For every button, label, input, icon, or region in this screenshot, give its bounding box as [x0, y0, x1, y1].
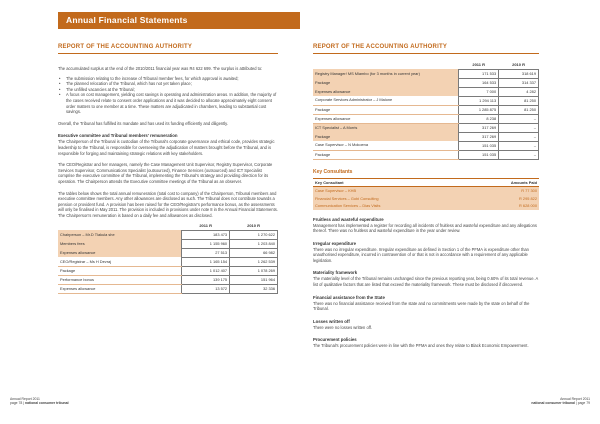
table-row: [313, 96, 539, 105]
table-row: [313, 132, 539, 141]
section-text: The Tribunal's procurement policies were in line with the PFMA and ones they relate to Black Economic Empowerment.: [313, 343, 529, 349]
row-value: 317 269: [459, 132, 499, 141]
remuneration-paragraph: The tables below shows the total annual remuneration (total cost to company) of the Chairperson, Tribunal members and executive committee members. Any other allowances are disclosed as such. The Tribunal does not contribute towards a pension or provident fund. A provision has been raised for the CEO/Registrar's performance bonus, as the assessments will only be finalised in May 2011. The provision is included in provisions under note 8 in the Annual Financial Statements. The Chairperson's remuneration is based on a daily fee and allowances as disclosed.: [58, 190, 278, 218]
section-text: There was no irregular expenditure. Irregular expenditure as defined in Section 1 of the PFMA is expenditure other than unauthorised expenditure, incurred in contravention of or that is not in accordance with a requirement of any applicable legislation.: [313, 246, 529, 263]
row-value: 13 572: [182, 284, 230, 293]
section-text: There were no losses written off.: [313, 324, 373, 330]
footer-report-name: Annual Report 2011: [10, 397, 40, 401]
table-row: [58, 266, 278, 275]
table-row: [313, 141, 539, 150]
row-value: 1 262 539: [230, 257, 278, 266]
row-value: 1 270 622: [230, 230, 278, 239]
row-value: 151 035: [459, 150, 499, 159]
key-consultant-name: Case Supervisor – KHB: [313, 187, 471, 195]
row-value: 1 078 269: [230, 266, 278, 275]
footer-report-name: Annual Report 2011: [560, 397, 590, 401]
row-label: Corporate Services Administrator – J Malone: [313, 96, 459, 105]
table-row: [313, 105, 539, 114]
key-header-name: Key Consultant: [313, 178, 471, 187]
table-row: [58, 257, 278, 266]
row-label: Expenses allowance: [313, 114, 459, 123]
section-heading: Procurement policies: [313, 337, 357, 343]
footer-page-number: | page 79: [575, 401, 590, 406]
table-row: [313, 69, 539, 78]
table-row: [313, 114, 539, 123]
disclosure-sections: [313, 217, 539, 350]
table-row: [313, 150, 539, 159]
footer-org-name: national consumer tribunal: [25, 401, 69, 406]
header-band: [0, 0, 600, 29]
key-consultants-title: Key Consultants: [313, 168, 353, 175]
column-header: 2011 R: [199, 223, 212, 229]
row-value: –: [499, 114, 539, 123]
row-value: 164 533: [459, 78, 499, 87]
section-text: Management has implemented a register for recording all incidents of fruitless and wasteful expenditure and any allegations thereof. There was no fruitless and wasteful expenditure in the year under review.: [313, 222, 537, 234]
section-heading: Materiality framework: [313, 270, 358, 276]
row-value: 1 294 113: [459, 96, 499, 105]
intro-paragraph: The accumulated surplus at the end of the 2010/2011 financial year was R4 622 699. The surplus is attributed to:: [58, 66, 263, 71]
section-heading: Losses written off: [313, 318, 350, 324]
row-label: Package: [313, 132, 459, 141]
row-value: –: [499, 123, 539, 132]
bullet-item: • The submission relating to the increase of Tribunal member fees, for which approval is awaited;: [58, 76, 278, 82]
row-value: 314 337: [499, 78, 539, 87]
right-title-rule: [313, 53, 539, 54]
table-row: [313, 87, 539, 96]
column-header: 2010 R: [512, 62, 526, 67]
row-value: 139 175: [182, 275, 230, 284]
section-text: There was no financial assistance received from the state and no commitments were made by the state on behalf of the Tribunal.: [313, 300, 530, 312]
row-label: Package: [58, 266, 182, 275]
row-value: –: [499, 150, 539, 159]
row-label: Package: [313, 150, 459, 159]
bullet-item: • The unfilled vacancies at the Tribunal;: [58, 87, 278, 93]
row-value: 4 282: [499, 87, 539, 96]
column-header: 2011 R: [472, 62, 486, 67]
row-value: 183 473: [182, 230, 230, 239]
key-consultants-table: [313, 178, 539, 210]
row-label: Package: [313, 105, 459, 114]
row-label: Chairperson – Mr.D Tlakula she: [58, 230, 182, 239]
footer-page-number: page 78 |: [10, 401, 25, 406]
table-row: [313, 78, 539, 87]
row-value: 27 513: [182, 248, 230, 257]
left-title-rule: [58, 53, 278, 54]
table-row: [58, 248, 278, 257]
row-label: ICT Specialist – A Morris: [313, 123, 459, 132]
row-value: 1 203 840: [230, 239, 278, 248]
row-value: 1 165 154: [182, 257, 230, 266]
column-header: 2010 R: [247, 223, 260, 229]
key-consultant-amount: R 628 000: [471, 202, 539, 210]
row-value: 151 035: [459, 141, 499, 150]
row-label: Expenses allowance: [313, 87, 459, 96]
row-label: Expenses allowance: [58, 248, 182, 257]
footer-left: [10, 397, 69, 406]
left-column: [58, 44, 278, 294]
row-value: 317 269: [459, 123, 499, 132]
row-label: Performance bonus: [58, 275, 182, 284]
row-label: Expenses allowance: [58, 284, 182, 293]
row-value: 32 336: [230, 284, 278, 293]
mandate-paragraph: Overall, the Tribunal has fulfilled its mandate and has used its funding efficiently and diligently.: [58, 120, 229, 126]
bullet-item: • A focus on cost management, yielding cost savings in operating and administration areas. In addition, the majority of the cases received relate to consent order applications and it was decided to allocate approximately eight consent order matters to one member at a time. These matters are adjudicated in chambers, leading to substantial cost savings.: [58, 92, 278, 114]
row-value: 318 619: [499, 69, 539, 78]
table-row: [58, 275, 278, 284]
row-value: 81 250: [499, 105, 539, 114]
row-value: 1 285 875: [459, 105, 499, 114]
table-row: [58, 284, 278, 293]
row-label: Registry Manager/ MS Mlambo (for 3 months in current year): [313, 69, 459, 78]
bullet-item: • The planned relocation of the Tribunal, which has not yet taken place;: [58, 81, 278, 87]
key-consultant-name: Financial Services – Gobi Consulting: [313, 195, 471, 203]
right-section-title: REPORT OF THE ACCOUNTING AUTHORITY: [313, 44, 448, 50]
remuneration-heading: Executive committee and Tribunal members' remuneration: [58, 133, 178, 139]
section-heading: Fruitless and wasteful expenditure: [313, 216, 384, 222]
key-consultant-name: Communication Services – Dias Visits: [313, 202, 471, 210]
right-column: [313, 44, 539, 349]
section-heading: Irregular expenditure: [313, 240, 356, 246]
row-value: 1 012 407: [182, 266, 230, 275]
section-text: The materiality level of the Tribunal remains unchanged since the previous reporting year, being 0.60% of its total revenue. A list of qualitative factors that are listed that exceed the materiality framework. These must be disclosed if discovered.: [313, 276, 539, 288]
table-row: [58, 230, 278, 239]
row-value: 151 964: [230, 275, 278, 284]
row-label: CEO/Registrar – Ms H Devraj: [58, 257, 182, 266]
footer-org-name: national consumer tribunal: [531, 401, 575, 406]
executive-paragraph: The CEO/Registrar and her managers, namely the Case Management Unit Supervisor, Registry Supervisor, Corporate Services Supervisor, Communications Specialist (outsourced), Finance Services (outsourced) and ICT Specialist comprise the executive committee of the Tribunal, implementing the Tribunal's strategy and providing direction for its operation. The Chairperson attends the Executive committee meetings of the Tribunal as an observer.: [58, 162, 273, 184]
row-value: 8 238: [459, 114, 499, 123]
key-consultant-amount: R 77 300: [471, 187, 539, 195]
key-header-amount: Amounts Paid: [471, 178, 539, 187]
left-remuneration-table: [58, 223, 278, 294]
row-value: 66 982: [230, 248, 278, 257]
section-heading: Financial assistance from the State: [313, 294, 385, 300]
row-label: Package: [313, 78, 459, 87]
row-value: 171 533: [459, 69, 499, 78]
left-section-title: REPORT OF THE ACCOUNTING AUTHORITY: [58, 44, 193, 50]
page-title: Annual Financial Statements: [66, 15, 188, 25]
row-value: 1 155 960: [182, 239, 230, 248]
row-value: 7 000: [459, 87, 499, 96]
row-value: –: [499, 132, 539, 141]
surplus-bullets: [58, 76, 278, 115]
right-remuneration-table: [313, 62, 539, 160]
footer-right: [531, 397, 590, 406]
header-tab: [58, 12, 300, 29]
key-consultant-amount: R 295 822: [471, 195, 539, 203]
row-label: Members fees: [58, 239, 182, 248]
row-label: Case Supervisor – N Mokoena: [313, 141, 459, 150]
row-value: 81 250: [499, 96, 539, 105]
chairperson-paragraph: The Chairperson of the Tribunal is custodian of the Tribunal's corporate governance and ethical code, provides strategic leadership to the Tribunal, is responsible for overseeing the adjudication of matters brought before the Tribunal, and is responsible for forging and maintaining strategic relations with key stakeholders.: [58, 139, 275, 156]
row-value: –: [499, 141, 539, 150]
table-row: [58, 239, 278, 248]
table-row: [313, 123, 539, 132]
